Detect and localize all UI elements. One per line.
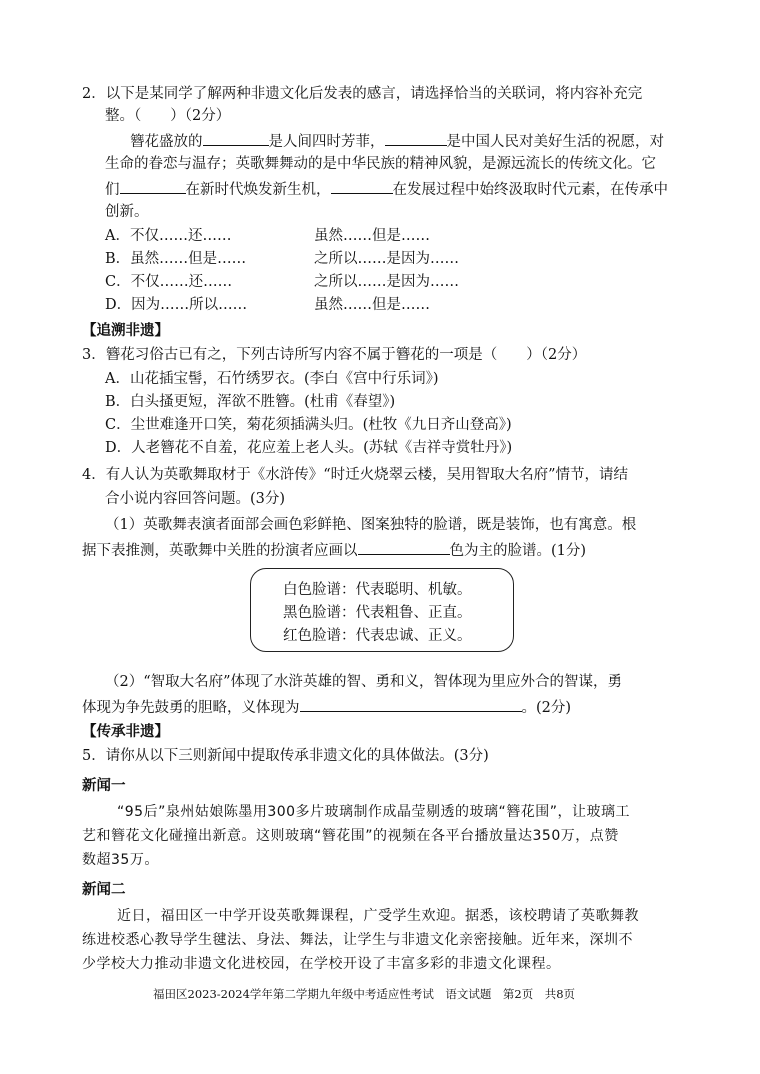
q4-sub2-line2: 体现为争先鼓勇的胆略，义体现为 。(2分) (82, 696, 571, 718)
answer-blank-yi[interactable] (300, 696, 522, 712)
q4-stem-line2: 合小说内容回答问题。(3分) (105, 491, 286, 507)
news2-line1: 近日，福田区一中学开设英歌舞课程，广受学生欢迎。据悉，该校聘请了英歌舞教 (117, 908, 639, 924)
blank-4[interactable] (331, 178, 393, 194)
q3-option-b[interactable]: B．白头搔更短，浑欲不胜簪。(杜甫《春望》) (105, 394, 396, 410)
q2-stem-line2: 整。（ ）（2分） (105, 108, 231, 124)
q2-passage-line4: 创新。 (105, 204, 149, 220)
q2-passage-line2: 生命的眷恋与温存；英歌舞舞动的是中华民族的精神风貌，是源远流长的传统文化。它 (105, 156, 656, 172)
q2-passage-line1: 簪花盛放的 是人间四时芳菲， 是中国人民对美好生活的祝愿，对 (130, 130, 664, 152)
blank-3[interactable] (120, 178, 186, 194)
news1-line3: 数超35万。 (82, 852, 159, 868)
q4-stem-line1: 4．有人认为英歌舞取材于《水浒传》“时迁火烧翠云楼，吴用智取大名府”情节，请结 (82, 467, 629, 483)
q2-option-c-right: 之所以……是因为…… (314, 274, 459, 290)
section-heading-trace: 【追溯非遗】 (82, 322, 169, 339)
news1-title: 新闻一 (82, 778, 126, 794)
q2-option-a-right: 虽然……但是…… (314, 228, 430, 244)
news2-title: 新闻二 (82, 882, 126, 898)
q2-option-d-right: 虽然……但是…… (314, 297, 430, 313)
news1-line1: “95后”泉州姑娘陈墨用300多片玻璃制作成晶莹剔透的玻璃“簪花围”，让玻璃工 (117, 804, 631, 820)
news2-line3: 少学校大力推动非遗文化进校园，在学校开设了丰富多彩的非遗文化课程。 (82, 956, 561, 972)
answer-blank-color[interactable] (358, 539, 450, 555)
section-heading-inherit: 【传承非遗】 (82, 723, 169, 740)
q5-stem: 5．请你从以下三则新闻中提取传承非遗文化的具体做法。(3分) (82, 748, 489, 764)
q4-sub2-line1: （2）“智取大名府”体现了水浒英雄的智、勇和义，智体现为里应外合的智谋，勇 (105, 674, 623, 690)
q2-option-b-right: 之所以……是因为…… (314, 251, 459, 267)
q4-sub1-line1: （1）英歌舞表演者面部会画色彩鲜艳、图案独特的脸谱，既是装饰，也有寓意。根 (105, 517, 637, 533)
q3-option-d[interactable]: D．人老簪花不自羞，花应羞上老人头。(苏轼《吉祥寺赏牡丹》) (105, 440, 513, 456)
blank-1[interactable] (203, 130, 269, 146)
q3-stem: 3．簪花习俗古已有之，下列古诗所写内容不属于簪花的一项是（ ）（2分） (82, 347, 587, 363)
box-line-black: 黑色脸谱：代表粗鲁、正直。 (283, 605, 472, 621)
box-line-red: 红色脸谱：代表忠诚、正义。 (283, 628, 472, 644)
q2-option-d-left[interactable]: D．因为……所以…… (105, 297, 248, 313)
news2-line2: 练进校悉心教导学生毽法、身法、舞法，让学生与非遗文化亲密接触。近年来，深圳不 (82, 932, 633, 948)
q2-option-a-left[interactable]: A．不仅……还…… (105, 228, 232, 244)
news1-line2: 艺和簪花文化碰撞出新意。这则玻璃“簪花围”的视频在各平台播放量达350万，点赞 (82, 828, 619, 844)
q4-sub1-line2: 据下表推测，英歌舞中关胜的扮演者应画以 色为主的脸谱。(1分) (82, 539, 586, 561)
q2-option-b-left[interactable]: B．虽然……但是…… (105, 251, 247, 267)
q3-option-c[interactable]: C．尘世难逢开口笑，菊花须插满头归。(杜牧《九日齐山登高》) (105, 417, 512, 433)
blank-2[interactable] (385, 130, 447, 146)
q2-option-c-left[interactable]: C．不仅……还…… (105, 274, 233, 290)
q3-option-a[interactable]: A．山花插宝髻，石竹绣罗衣。(李白《宫中行乐词》) (105, 371, 439, 387)
q2-passage-line3: 们 在新时代焕发新生机， 在发展过程中始终汲取时代元素，在传承中 (105, 178, 668, 200)
page-footer: 福田区2023-2024学年第二学期九年级中考适应性考试 语文试题 第2页 共8页 (153, 987, 576, 1001)
box-line-white: 白色脸谱：代表聪明、机敏。 (283, 582, 472, 598)
q2-stem-line1: 2．以下是某同学了解两种非遗文化后发表的感言，请选择恰当的关联词，将内容补充完 (82, 86, 643, 102)
